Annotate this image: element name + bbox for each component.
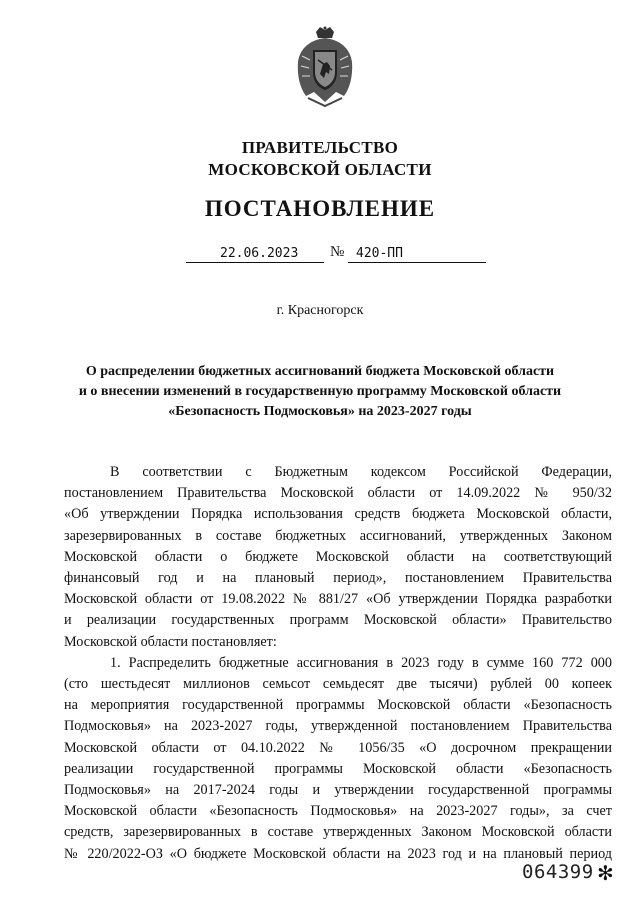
body-line: В соответствии с Бюджетным кодексом Российской Федерации, <box>110 464 612 480</box>
date-underline <box>186 262 324 263</box>
body-line: (сто шестьдесят миллионов семьсот семьдесят две тысячи) рублей 00 копеек <box>64 676 612 693</box>
body-line: средств, зарезервированных в составе утвержденных Законом Московской области <box>64 824 612 841</box>
government-name-line2: МОСКОВСКОЙ ОБЛАСТИ <box>208 160 432 179</box>
body-line: Подмосковья» на 2023-2027 годы, утвержденной постановлением Правительства <box>64 718 612 735</box>
body-line: № 220/2022-ОЗ «О бюджете Московской области на 2023 год и на плановый период <box>64 845 612 862</box>
number-sign: № <box>330 244 345 260</box>
subject-line: О распределении бюджетных ассигнований бюджета Московской области <box>85 364 555 379</box>
document-date: 22.06.2023 <box>220 246 299 261</box>
document-type-title: ПОСТАНОВЛЕНИЕ <box>204 196 436 221</box>
body-line: Московской области от 04.10.2022 № 1056/35 «О досрочном прекращении <box>64 739 612 756</box>
subject-line: «Безопасность Подмосковья» на 2023-2027 годы <box>168 404 472 419</box>
asterisk-mark-icon: ✻ <box>597 861 614 885</box>
body-line: «Об утверждении Порядка использования средств бюджета Московской области, <box>64 506 612 523</box>
body-line: финансовый год и на плановый период», постановлением Правительства <box>64 570 612 587</box>
document-body <box>64 462 612 865</box>
subject-line: и о внесении изменений в государственную программу Московской области <box>78 384 562 399</box>
body-line: Московской области «Безопасность Подмосковья» на 2023-2027 годы», за счет <box>64 803 612 820</box>
body-line: Московской области постановляет: <box>64 633 277 650</box>
government-name-line1: ПРАВИТЕЛЬСТВО <box>241 138 399 157</box>
body-line: Московской области от 19.08.2022 № 881/27 «Об утверждении Порядка разработки <box>64 591 612 608</box>
body-line: Московской области о бюджете Московской области на соответствующий <box>64 548 612 565</box>
body-line: и реализации государственных программ Московской области» Правительство <box>64 612 612 629</box>
coat-of-arms-emblem <box>296 26 354 108</box>
number-underline <box>348 262 486 263</box>
body-line: зарезервированных в составе бюджетных ассигнований, утвержденных Законом <box>64 527 612 544</box>
body-line: 1. Распределить бюджетные ассигнования в 2023 году в сумме 160 772 000 <box>110 654 612 671</box>
body-line: на мероприятия государственной программы Московской области «Безопасность <box>64 697 612 714</box>
document-number: 420-ПП <box>356 246 403 261</box>
serial-number-stamp: 064399 <box>522 861 594 883</box>
body-line: реализации государственной программы Московской области «Безопасность <box>64 760 612 777</box>
body-line: постановлением Правительства Московской области от 14.09.2022 № 950/32 <box>64 485 612 502</box>
body-line: Подмосковья» на 2017-2024 годы и утверждении государственной программы <box>64 782 612 799</box>
city-name: г. Красногорск <box>276 303 364 318</box>
